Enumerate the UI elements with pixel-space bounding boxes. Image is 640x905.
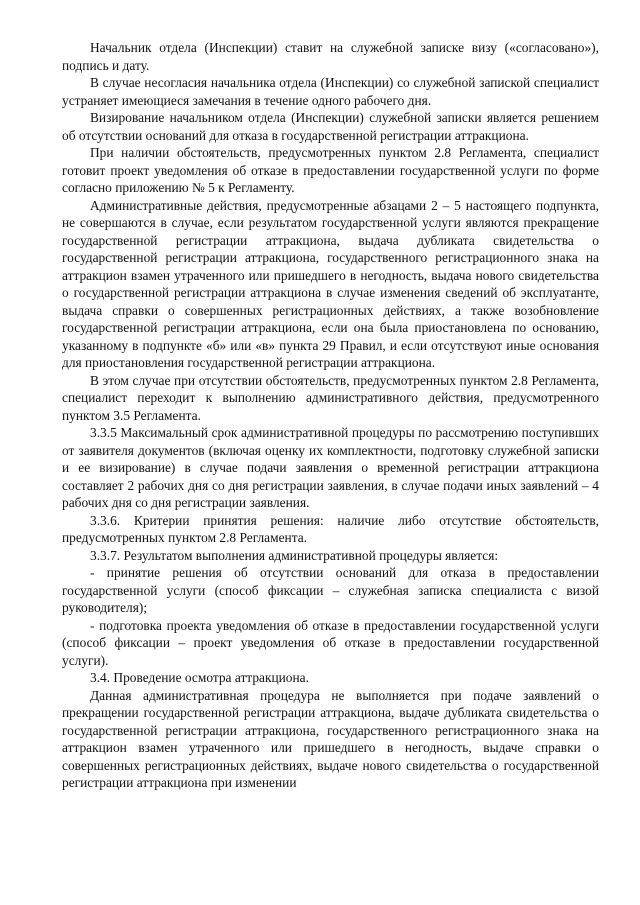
paragraph: 3.3.6. Критерии принятия решения: наличие либо отсутствие обстоятельств, предусмотренных пунктом 2.8 Регламента. (62, 512, 599, 545)
paragraph: В этом случае при отсутствии обстоятельств, предусмотренных пунктом 2.8 Регламента, специалист переходит к выполнению административного действия, предусмотренного пунктом 3.5 Регламента. (62, 372, 599, 423)
paragraph: Начальник отдела (Инспекции) ставит на служебной записке визу («согласовано»), подпись и дату. (62, 40, 599, 73)
paragraph: - принятие решения об отсутствии оснований для отказа в предоставлении государственной услуги (способ фиксации – служебная записка специалиста с визой руководителя); (62, 565, 599, 615)
paragraph: 3.3.5 Максимальный срок административной процедуры по рассмотрению поступивших от заявителя документов (включая оценку их комплектности, подготовку служебной записки и ее визирование) в случае подачи заявления о временной регистрации аттракциона составляет 2 рабочих дня со дня регистрации заявления, в случае подачи иных заявлений – 4 рабочих дня со дня регистрации заявления. (62, 425, 599, 510)
section-heading: 3.4. Проведение осмотра аттракциона. (90, 670, 309, 685)
paragraph: Визирование начальником отдела (Инспекции) служебной записки является решением об отсутствии оснований для отказа в государственной регистрации аттракциона. (62, 110, 599, 143)
paragraph: Данная административная процедура не выполняется при подаче заявлений о прекращении государственной регистрации аттракциона, выдаче дубликата свидетельства о государственной регистрации аттракциона, государственного регистрационного знака на аттракцион взамен утраченного или пришедшего в негодность, выдаче справки о совершенных регистрационных действиях, выдаче нового свидетельства о государственной регистрации аттракциона при изменении (62, 687, 599, 790)
paragraph: При наличии обстоятельств, предусмотренных пунктом 2.8 Регламента, специалист готовит проект уведомления об отказе в предоставлении государственной услуги по форме согласно приложению № 5 к Регламенту. (62, 145, 599, 195)
paragraph: Административные действия, предусмотренные абзацами 2 – 5 настоящего подпункта, не совершаются в случае, если результатом государственной услуги являются прекращение государственной регистрации аттракциона, выдача дубликата свидетельства о государственной регистрации аттракциона, государственного регистрационного знака на аттракцион взамен утраченного или пришедшего в негодность, выдача нового свидетельства о государственной регистрации аттракциона в случае изменения сведений об эксплуатанте, выдача справки о совершенных регистрационных действиях, а также возобновление государственной регистрации аттракциона, если она была приостановлена по основанию, указанному в подпункте «б» или «в» пункта 29 Правил, и если отсутствуют иные основания для приостановления государственной регистрации аттракциона. (62, 197, 599, 370)
paragraph: В случае несогласия начальника отдела (Инспекции) со служебной запиской специалист устраняет имеющиеся замечания в течение одного рабочего дня. (62, 75, 599, 108)
paragraph: - подготовка проекта уведомления об отказе в предоставлении государственной услуги (способ фиксации – проект уведомления об отказе в предоставлении государственной услуги). (62, 617, 599, 668)
paragraph: 3.3.7. Результатом выполнения административной процедуры является: (90, 547, 499, 563)
